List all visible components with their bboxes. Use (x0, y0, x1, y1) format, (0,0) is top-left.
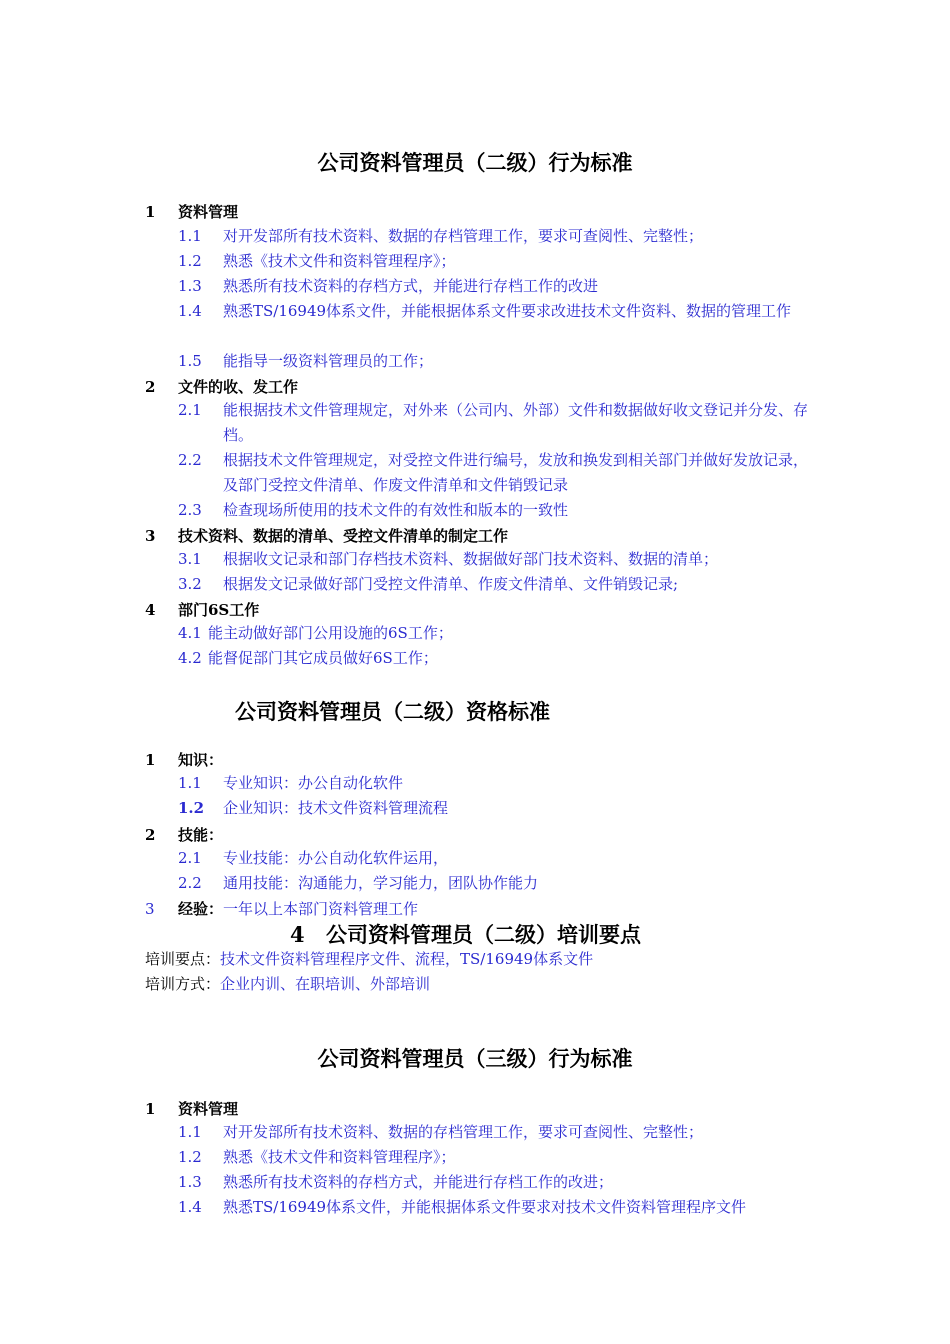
doc1-section-1 (145, 201, 238, 222)
list-item: 4.2 能督促部门其它成员做好6S工作； (178, 649, 438, 667)
list-item: 1.3 熟悉所有技术资料的存档方式，并能进行存档工作的改进； (178, 1173, 614, 1191)
training-points-value: 技术文件资料管理程序文件、流程，TS/16949体系文件 (220, 950, 594, 968)
list-item: 2.1 能根据技术文件管理规定，对外来（公司内、外部）文件和数据做好收文登记并分发、存档。 (178, 401, 809, 444)
section-number: 1 (145, 751, 156, 769)
doc1-section-2 (145, 376, 298, 397)
list-item: 1.2 熟悉《技术文件和资料管理程序》； (178, 1148, 456, 1166)
list-item: 2.1 专业技能：办公自动化软件运用， (178, 849, 449, 867)
training-points-label: 培训要点： (145, 950, 221, 968)
list-item: 1.4 熟悉TS/16949体系文件，并能根据体系文件要求改进技术文件资料、数据的管理工作 (178, 302, 792, 320)
section-number: 1 (145, 1100, 156, 1118)
section-title: 知识： (178, 751, 224, 769)
section-value: 一年以上本部门资料管理工作 (223, 900, 419, 918)
doc4-title: 公司资料管理员（三级）行为标准 (317, 1046, 633, 1071)
section-title: 资料管理 (178, 1100, 239, 1118)
list-item: 2.3 检查现场所使用的技术文件的有效性和版本的一致性 (178, 501, 569, 519)
training-method-line (145, 973, 430, 994)
section-number: 2 (145, 826, 156, 844)
section-number: 3 (145, 900, 155, 918)
section-title: 部门6S工作 (178, 601, 260, 619)
doc3-number: 4 (290, 922, 305, 947)
section-title: 文件的收、发工作 (178, 378, 299, 396)
training-method-value: 企业内训、在职培训、外部培训 (220, 975, 431, 993)
list-item: 1.1 对开发部所有技术资料、数据的存档管理工作，要求可查阅性、完整性； (178, 227, 704, 245)
list-item: 3.2 根据发文记录做好部门受控文件清单、作废文件清单、文件销毁记录; (178, 575, 679, 593)
doc4-section-1 (145, 1098, 238, 1119)
doc2-section-3 (145, 898, 418, 919)
doc2-section-1 (145, 749, 223, 770)
doc1-section-4 (145, 599, 259, 620)
doc2-section-2 (145, 824, 223, 845)
doc1-title: 公司资料管理员（二级）行为标准 (317, 150, 633, 175)
section-title: 技术资料、数据的清单、受控文件清单的制定工作 (178, 527, 509, 545)
list-item: 1.5 能指导一级资料管理员的工作； (178, 352, 434, 370)
list-item: 1.1 专业知识：办公自动化软件 (178, 774, 404, 792)
doc1-section-3 (145, 525, 508, 546)
list-item: 1.4 熟悉TS/16949体系文件，并能根据体系文件要求对技术文件资料管理程序文件 (178, 1198, 747, 1216)
section-number: 4 (145, 601, 156, 619)
list-item: 1.1 对开发部所有技术资料、数据的存档管理工作，要求可查阅性、完整性； (178, 1123, 704, 1141)
section-number: 1 (145, 203, 156, 221)
doc3-title (290, 919, 641, 949)
section-number: 3 (145, 527, 156, 545)
training-method-label: 培训方式： (145, 975, 221, 993)
section-title: 资料管理 (178, 203, 239, 221)
list-item: 3.1 根据收文记录和部门存档技术资料、数据做好部门技术资料、数据的清单； (178, 550, 719, 568)
training-points-line (145, 948, 593, 969)
section-title: 经验： (178, 900, 224, 918)
doc3-title-text: 公司资料管理员（二级）培训要点 (326, 922, 641, 947)
section-title: 技能： (178, 826, 224, 844)
list-item: 1.3 熟悉所有技术资料的存档方式，并能进行存档工作的改进 (178, 277, 599, 295)
section-number: 2 (145, 378, 156, 396)
list-item: 2.2 根据技术文件管理规定，对受控文件进行编号，发放和换发到相关部门并做好发放记录，及部门受控文件清单、作废文件清单和文件销毁记录 (178, 451, 809, 494)
list-item: 1.2 熟悉《技术文件和资料管理程序》； (178, 252, 456, 270)
list-item: 4.1 能主动做好部门公用设施的6S工作； (178, 624, 453, 642)
list-item: 2.2 通用技能：沟通能力，学习能力，团队协作能力 (178, 874, 539, 892)
list-item: 1.2 企业知识：技术文件资料管理流程 (178, 799, 449, 817)
doc2-title: 公司资料管理员（二级）资格标准 (235, 699, 550, 724)
